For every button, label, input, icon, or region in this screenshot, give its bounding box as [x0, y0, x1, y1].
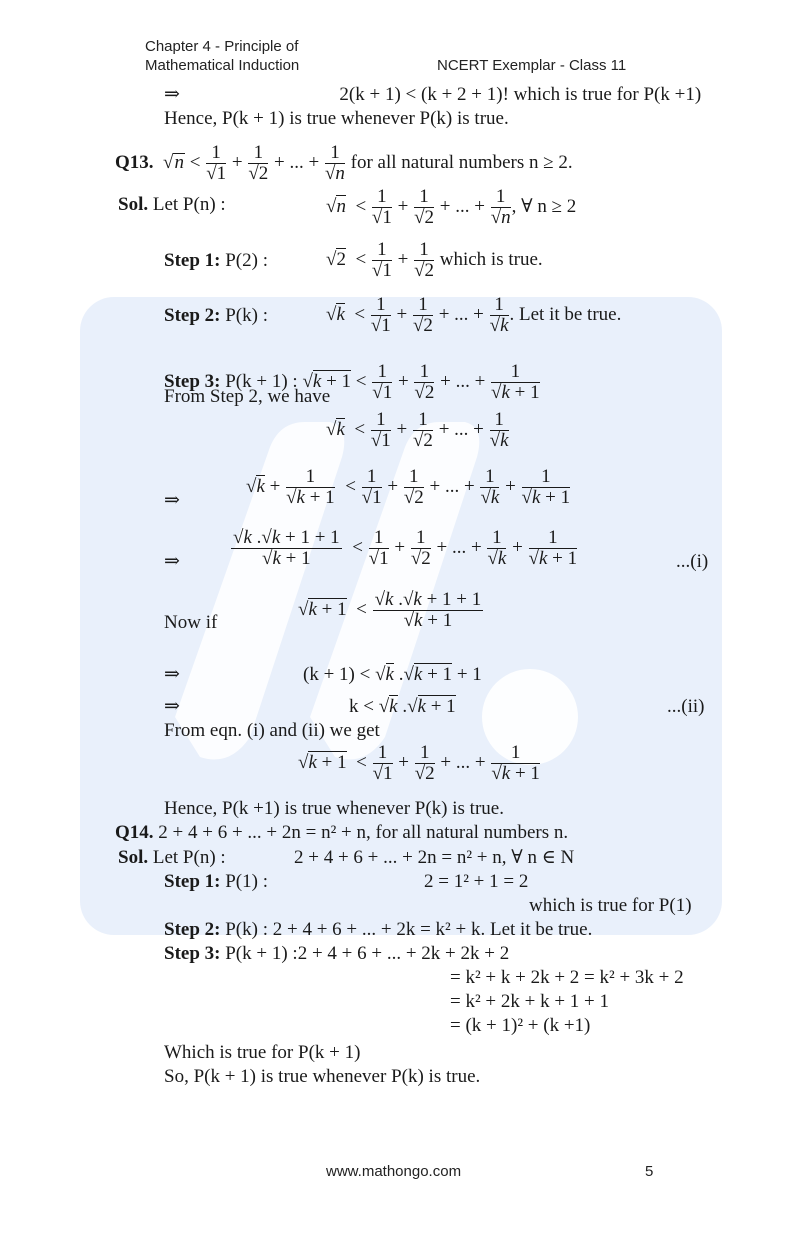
q14-eq2: = k² + 2k + k + 1 + 1	[450, 991, 610, 1012]
sol-label: Sol.	[118, 847, 149, 868]
q13-statement: Q13. √n < $\frac{1}{√1}$ + $\frac{1}{√2}$ + ... + $\frac{1}{√n}$ for all natural numbers n ≥ 2.	[115, 142, 573, 184]
step1-label: Step 1:	[164, 250, 221, 271]
q13-conclusion: Hence, P(k +1) is true whenever P(k) is true.	[164, 798, 504, 819]
step1-text: P(2) :	[225, 250, 268, 271]
chapter-title	[145, 37, 299, 75]
implies-symbol: ⇒	[164, 84, 180, 105]
let-text: Let P(n) :	[152, 847, 226, 868]
factorial-inequality: 2(k + 1) < (k + 2 + 1)! which is true for P(k +1)	[339, 84, 702, 105]
k-lhs: k <	[349, 696, 374, 717]
q13-step3: Step 3: P(k + 1) : √k + 1 < $\frac{1}{√1}$ + $\frac{1}{√2}$ + ... + $\frac{1}{√k + 1}$	[164, 361, 540, 403]
q13-sol-let	[118, 194, 226, 216]
q14-text: 2 + 4 + 6 + ... + 2n = n² + n, for all natural numbers n.	[158, 822, 569, 843]
k-plus-1-line: (k + 1) < √k .√k + 1 + 1	[303, 664, 482, 685]
step1-suffix: which is true.	[439, 248, 543, 270]
step1-label: Step 1:	[164, 871, 221, 892]
forall-text: , ∀ n ≥ 2	[511, 195, 577, 217]
q13-suffix: for all natural numbers n ≥ 2.	[350, 151, 573, 173]
now-if: Now if	[164, 612, 218, 633]
chapter-line-1: Chapter 4 - Principle of	[145, 38, 299, 55]
q14-let-expr: 2 + 4 + 6 + ... + 2n = n² + n, ∀ n ∈ N	[294, 847, 575, 868]
eq-label-i: ...(i)	[676, 551, 709, 572]
let-text: Let P(n) :	[152, 194, 226, 215]
q13-step1	[164, 250, 268, 272]
step3-label: Step 3:	[164, 370, 221, 392]
k-plus-1-lhs: (k + 1) <	[303, 664, 371, 685]
implies-1: ⇒	[164, 490, 180, 511]
step3-text: P(k + 1) :2 + 4 + 6 + ... + 2k + 2k + 2	[225, 943, 510, 964]
q14-step1-true: which is true for P(1)	[529, 895, 692, 916]
q13-label: Q13.	[115, 151, 154, 173]
q13-pn-expr: √n < $\frac{1}{√1}$ + $\frac{1}{√2}$ + ... + $\frac{1}{√n}$ , ∀ n ≥ 2	[326, 186, 577, 228]
q14-which-true: Which is true for P(k + 1)	[164, 1042, 361, 1063]
q14-conclusion: So, P(k + 1) is true whenever P(k) is true.	[164, 1066, 481, 1087]
k-line: k < √k .√k + 1	[349, 696, 456, 717]
sol-label: Sol.	[118, 194, 149, 215]
q13-step2-expr: √k < $\frac{1}{√1}$ + $\frac{1}{√2}$ + ... + $\frac{1}{√k}$ . Let it be true.	[326, 294, 622, 336]
sqrt-k-inequality: √k < $\frac{1}{√1}$ + $\frac{1}{√2}$ + ... + $\frac{1}{√k}$	[326, 409, 509, 451]
step2-label: Step 2:	[164, 919, 221, 940]
book-title: NCERT Exemplar - Class 11	[437, 57, 627, 74]
step2-label: Step 2:	[164, 305, 221, 326]
implies-4: ⇒	[164, 696, 180, 717]
q14-step1-expr: 2 = 1² + 1 = 2	[424, 871, 529, 892]
implies-3: ⇒	[164, 664, 180, 685]
eq-label-ii: ...(ii)	[667, 696, 705, 717]
chapter-line-2: Mathematical Induction	[145, 57, 300, 74]
page-number: 5	[645, 1163, 654, 1180]
sum-inequality-2: $\frac{√k .√k + 1 + 1}{√k + 1}$ < $\frac{1}{√1}$ + $\frac{1}{√2}$ + ... + $\frac{1}{√k}$ + $\frac{1}{√k + 1}$	[233, 527, 578, 569]
q13-step2	[164, 305, 268, 327]
footer-site: www.mathongo.com	[326, 1163, 462, 1180]
q14-eq1: = k² + k + 2k + 2 = k² + 3k + 2	[450, 967, 684, 988]
q13-step1-expr: √2 < $\frac{1}{√1}$ + $\frac{1}{√2}$ which is true.	[326, 239, 543, 281]
step2-text: P(k) : 2 + 4 + 6 + ... + 2k = k² + k. Let it be true.	[225, 919, 593, 940]
from-step2: From Step 2, we have	[164, 386, 331, 407]
step1-text: P(1) :	[225, 871, 268, 892]
implies-2: ⇒	[164, 551, 180, 572]
step3-text: P(k + 1) :	[225, 370, 298, 392]
hence-line: Hence, P(k + 1) is true whenever P(k) is true.	[164, 108, 509, 129]
q14-statement	[115, 822, 568, 844]
q14-step3	[164, 943, 509, 965]
implies-line	[164, 84, 701, 106]
now-if-expr: √k + 1 < $\frac{√k .√k + 1 + 1}{√k + 1}$	[298, 589, 482, 631]
step2-suffix: . Let it be true.	[509, 303, 622, 325]
q14-step1	[164, 871, 268, 893]
q14-step2	[164, 919, 592, 941]
sum-inequality-1: √k + $\frac{1}{√k + 1}$ < $\frac{1}{√1}$ + $\frac{1}{√2}$ + ... + $\frac{1}{√k}$ + $\frac{1}{√k + 1}$	[246, 466, 571, 508]
step2-text: P(k) :	[225, 305, 268, 326]
step3-label: Step 3:	[164, 943, 221, 964]
from-eqn: From eqn. (i) and (ii) we get	[164, 720, 380, 741]
q14-eq3: = (k + 1)² + (k +1)	[450, 1015, 591, 1036]
q14-sol	[118, 847, 226, 869]
q14-label: Q14.	[115, 822, 154, 843]
final-inequality: √k + 1 < $\frac{1}{√1}$ + $\frac{1}{√2}$ + ... + $\frac{1}{√k + 1}$	[298, 742, 540, 784]
